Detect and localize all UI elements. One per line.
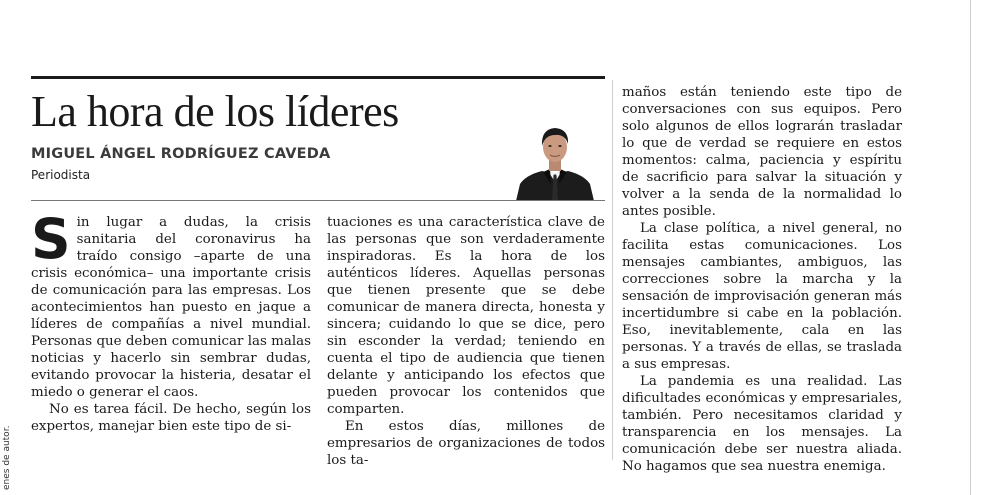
paragraph: maños están teniendo este tipo de conversaciones con sus equipos. Pero solo algunos de ellos lograrán trasladar lo que de verdad se requiere en estos momentos: calma, paciencia y espíritu de sacrificio para salvar la situación y volver a la senda de la normalidad lo antes posible. [622,85,902,219]
side-credit: enes de autor. [2,425,12,490]
drop-cap: S [31,207,71,271]
header-bottom-rule [31,200,605,201]
paragraph: No es tarea fácil. De hecho, según los expertos, manejar bien este tipo de si- [31,402,311,434]
paragraph: tuaciones es una característica clave de las personas que son verdaderamente inspiradoras. Es la hora de los auténticos líderes. Aquellas personas que tienen presente que se debe comunicar de manera directa, honesta y sincera; cuidando lo que se dice, pero sin esconder la verdad; teniendo en cuenta el tipo de audiencia que tienen delante y anticipando los efectos que pueden provocar los contenidos que comparten. [327,215,605,417]
column-divider [612,80,613,460]
article-column-1 [31,207,311,435]
author-photo [512,118,598,201]
article-column-3 [622,84,902,475]
author-role: Periodista [31,168,91,182]
paragraph: La pandemia es una realidad. Las dificultades económicas y empresariales, también. Pero necesitamos claridad y transparencia en los mensajes. La comunicación debe ser nuestra aliada. No hagamos que sea nuestra enemiga. [622,374,902,474]
headline: La hora de los líderes [31,87,399,136]
paragraph-text: in lugar a dudas, la crisis sanitaria del coronavirus ha traído consigo –aparte de una crisis económica– una importante crisis de comunicación para las empresas. Los acontecimientos han puesto en jaque a líderes de compañías a nivel mundial. Personas que deben comunicar las malas noticias y hacerlo sin sembrar dudas, evitando provocar la histeria, desatar el miedo o generar el caos. [31,215,311,400]
paragraph [31,207,311,401]
page-edge-rule [970,0,971,495]
paragraph: En estos días, millones de empresarios de organizaciones de todos los ta- [327,419,605,468]
paragraph: La clase política, a nivel general, no facilita estas comunicaciones. Los mensajes cambiantes, ambiguos, las correcciones sobre la marcha y la sensación de improvisación generan más incertidumbre si cabe en la población. Eso, inevitablemente, cala en las personas. Y a través de ellas, se traslada a sus empresas. [622,221,902,372]
article-column-2 [327,214,605,469]
headline-top-rule [31,76,605,79]
author-name: MIGUEL ÁNGEL RODRÍGUEZ CAVEDA [31,146,331,162]
